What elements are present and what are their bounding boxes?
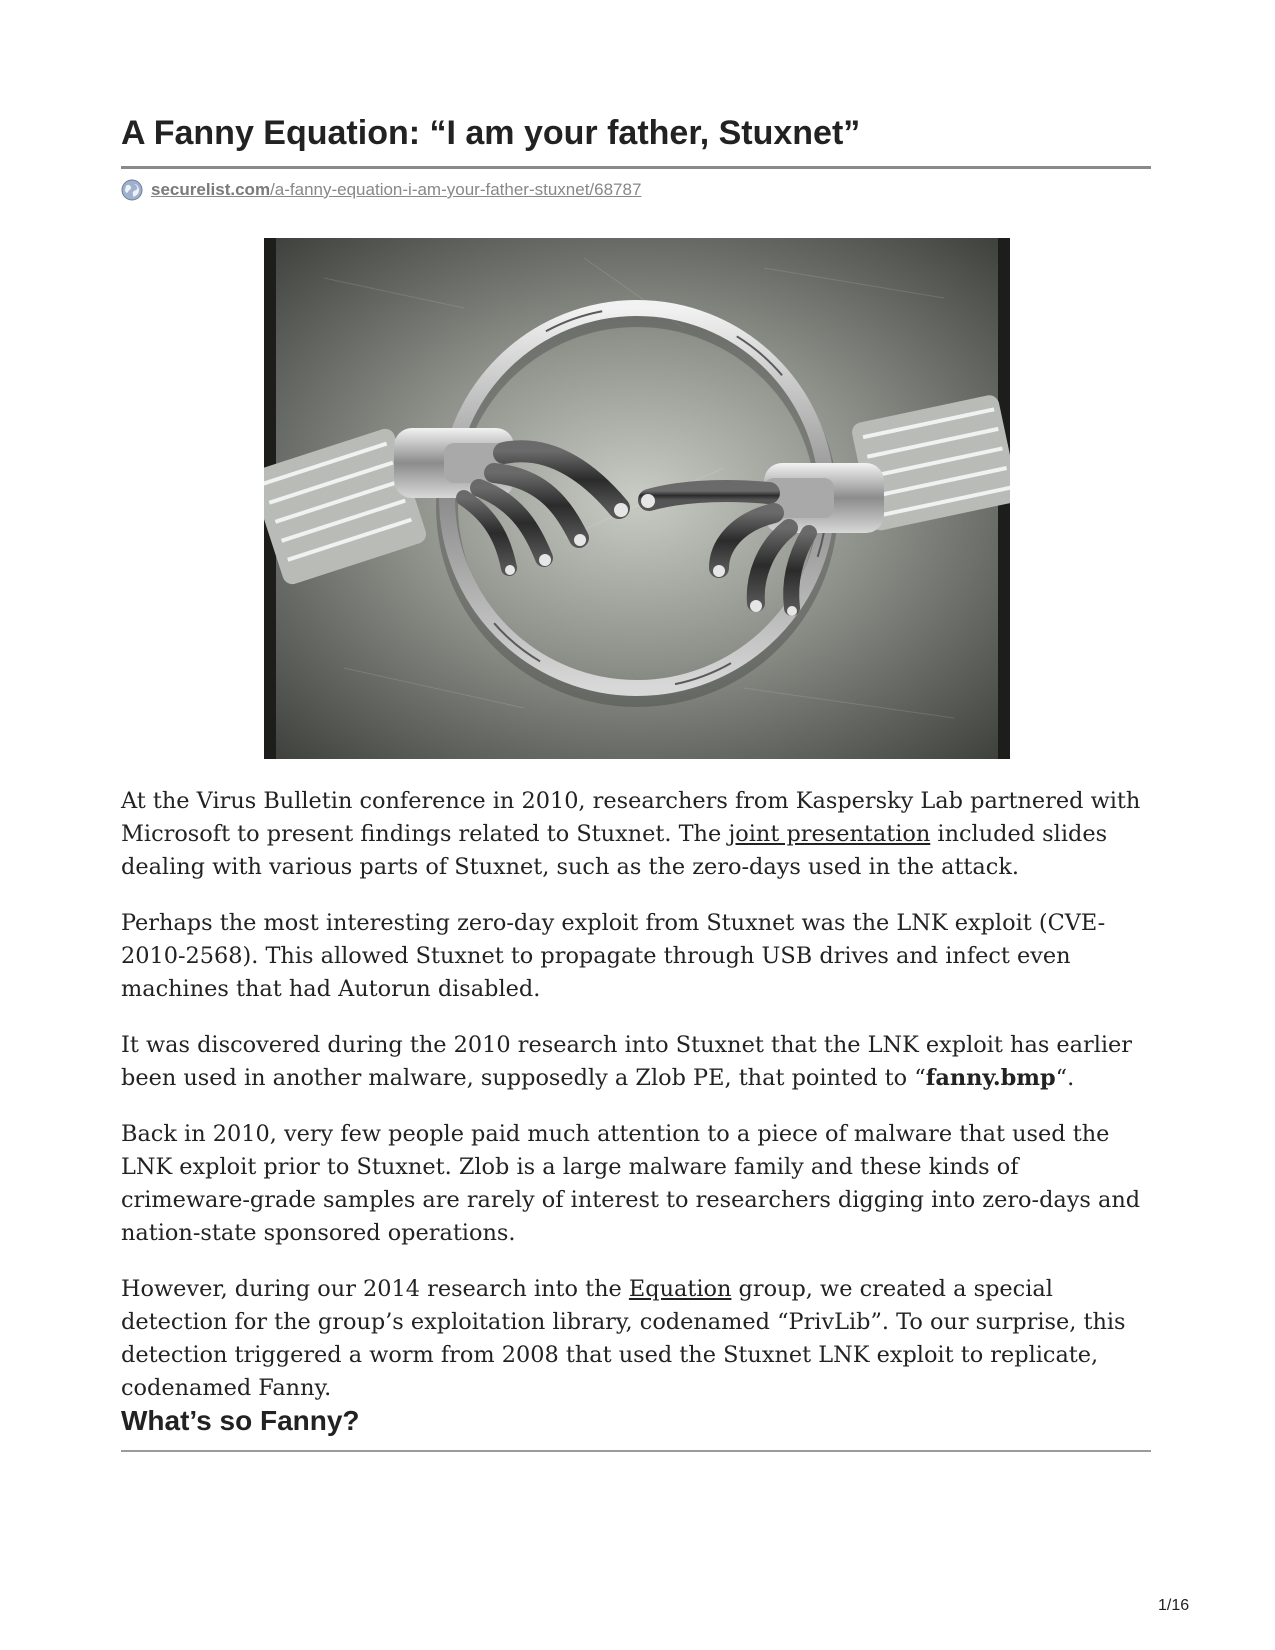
source-line <box>121 178 641 202</box>
globe-icon <box>121 179 143 201</box>
equation-link[interactable]: Equation <box>628 1276 732 1302</box>
paragraph-2: Perhaps the most interesting zero-day exploit from Stuxnet was the LNK exploit (CVE-2010-2568). This allowed Stuxnet to propagate through USB drives and infect even machines that had Autorun disabled. <box>121 910 1106 1002</box>
source-path: /a-fanny-equation-i-am-your-father-stuxnet/68787 <box>270 180 642 199</box>
paragraph-5: However, during our 2014 research into the Equation group, we created a special detection for the group’s exploitation library, codenamed “PrivLib”. To our surprise, this detection triggered a worm from 2008 that used the Stuxnet LNK exploit to replicate, codenamed Fanny. <box>121 1276 1126 1401</box>
joint-presentation-link[interactable]: joint presentation <box>728 821 931 847</box>
paragraph-4: Back in 2010, very few people paid much attention to a piece of malware that used the LNK exploit prior to Stuxnet. Zlob is a large malware family and these kinds of crimeware-grade samples are rarely of interest to researchers digging into zero-days and nation-state sponsored operations. <box>121 1121 1141 1246</box>
fanny-bmp-filename: fanny.bmp <box>925 1065 1056 1091</box>
article-title: A Fanny Equation: “I am your father, Stuxnet” <box>121 114 861 152</box>
paragraph-1: At the Virus Bulletin conference in 2010, researchers from Kaspersky Lab partnered with Microsoft to present findings related to Stuxnet. The joint presentation included slides dealing with various parts of Stuxnet, such as the zero-days used in the attack. <box>121 788 1141 880</box>
paragraph-3: It was discovered during the 2010 research into Stuxnet that the LNK exploit has earlier been used in another malware, supposedly a Zlob PE, that pointed to “fanny.bmp“. <box>121 1032 1133 1091</box>
section-divider <box>121 1450 1151 1452</box>
title-divider <box>121 166 1151 169</box>
section-heading: What’s so Fanny? <box>121 1405 360 1436</box>
source-domain: securelist.com <box>151 180 271 199</box>
page-number: 1/16 <box>1158 1597 1190 1614</box>
source-url-link[interactable] <box>151 180 641 200</box>
hero-image <box>264 238 1010 759</box>
